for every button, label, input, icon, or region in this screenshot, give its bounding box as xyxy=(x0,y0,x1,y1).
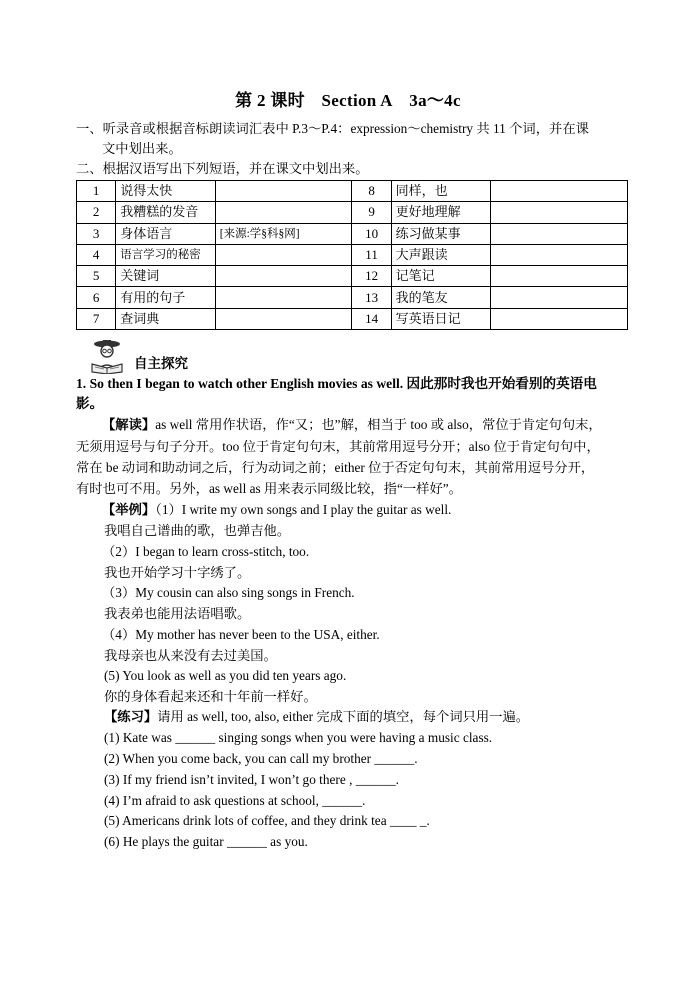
row-number: 1 xyxy=(77,181,116,202)
row-number: 12 xyxy=(352,266,391,287)
row-number: 7 xyxy=(77,308,116,329)
answer-blank xyxy=(491,287,628,308)
answer-blank xyxy=(491,223,628,244)
answer-blank xyxy=(215,181,352,202)
phrase-chinese: 大声跟读 xyxy=(391,244,491,265)
example-1-en: 【举例】（1）I write my own songs and I play the guitar as well. xyxy=(102,502,452,517)
answer-blank: [来源:学§科§网] xyxy=(215,223,352,244)
answer-blank xyxy=(491,202,628,223)
table-row xyxy=(77,244,628,265)
phrase-chinese: 有用的句子 xyxy=(116,287,216,308)
row-number: 11 xyxy=(352,244,391,265)
table-row xyxy=(77,266,628,287)
answer-blank xyxy=(215,287,352,308)
example-2-cn: 我也开始学习十字绣了。 xyxy=(104,565,251,580)
practice-q1: (1) Kate was ______ singing songs when you were having a music class. xyxy=(104,730,493,745)
explore-heading xyxy=(86,336,286,374)
answer-blank xyxy=(215,202,352,223)
row-number: 14 xyxy=(352,308,391,329)
task1-line2: 文中划出来。 xyxy=(102,141,182,156)
answer-blank xyxy=(215,308,352,329)
phrase-chinese: 关键词 xyxy=(116,266,216,287)
table-row xyxy=(77,308,628,329)
row-number: 9 xyxy=(352,202,391,223)
vocab-table xyxy=(76,180,628,330)
analysis-text1: as well 常用作状语，作“又；也”解，相当于 too 或 also，常位于肯定句句末， xyxy=(155,417,602,432)
phrase-chinese: 写英语日记 xyxy=(391,308,491,329)
examples-tag: 【举例】 xyxy=(102,502,156,517)
phrase-chinese: 查词典 xyxy=(116,308,216,329)
row-number: 2 xyxy=(77,202,116,223)
row-number: 8 xyxy=(352,181,391,202)
row-number: 10 xyxy=(352,223,391,244)
phrase-chinese: 同样，也 xyxy=(391,181,491,202)
example-5-cn: 你的身体看起来还和十年前一样好。 xyxy=(104,689,317,704)
example-4-cn: 我母亲也从来没有去过美国。 xyxy=(104,648,277,663)
analysis-line3: 常在 be 动词和助动词之后，行为动词之前；either 位于否定句句末，其前常用逗号分开， xyxy=(76,460,595,475)
title-section: Section A xyxy=(321,91,393,110)
analysis-line1 xyxy=(102,414,602,435)
answer-blank xyxy=(491,266,628,287)
practice-q3: (3) If my friend isn’t invited, I won’t go there , ______. xyxy=(104,772,399,787)
phrase-chinese: 更好地理解 xyxy=(391,202,491,223)
phrase-chinese: 我的笔友 xyxy=(391,287,491,308)
practice-tag: 【练习】 xyxy=(104,709,158,724)
example-4-en: （4）My mother has never been to the USA, either. xyxy=(102,627,380,642)
table-row xyxy=(77,202,628,223)
page-title xyxy=(0,86,696,111)
example-2-en: （2）I began to learn cross-stitch, too. xyxy=(102,544,310,559)
table-row xyxy=(77,223,628,244)
title-lesson: 第 2 课时 xyxy=(235,91,305,110)
example-1-cn: 我唱自己谱曲的歌，也弹吉他。 xyxy=(104,523,291,538)
answer-blank xyxy=(491,181,628,202)
phrase-chinese: 我糟糕的发音 xyxy=(116,202,216,223)
example-5-en: (5) You look as well as you did ten years ago. xyxy=(104,668,347,683)
analysis-tag: 【解读】 xyxy=(102,417,156,432)
task2-heading: 二、根据汉语写出下列短语，并在课文中划出来。 xyxy=(76,161,369,176)
reading-person-icon xyxy=(86,336,128,374)
practice-q2: (2) When you come back, you can call my brother ______. xyxy=(104,751,418,766)
point1-line2: 影。 xyxy=(76,396,104,411)
title-range: 3a～4c xyxy=(409,91,461,110)
row-number: 13 xyxy=(352,287,391,308)
row-number: 3 xyxy=(77,223,116,244)
phrase-chinese: 练习做某事 xyxy=(391,223,491,244)
analysis-line2: 无须用逗号与句子分开。too 位于肯定句句末，其前常用逗号分开；also 位于肯定句句中， xyxy=(76,439,600,454)
table-row xyxy=(77,287,628,308)
answer-blank xyxy=(215,266,352,287)
row-number: 5 xyxy=(77,266,116,287)
practice-instruction: 【练习】请用 as well, too, also, either 完成下面的填空，每个词只用一遍。 xyxy=(104,709,530,724)
phrase-chinese: 记笔记 xyxy=(391,266,491,287)
answer-blank xyxy=(491,244,628,265)
point1-line1: 1. So then I began to watch other English movies as well. 因此那时我也开始看别的英语电 xyxy=(76,376,597,391)
row-number: 6 xyxy=(77,287,116,308)
phrase-chinese: 语言学习的秘密 xyxy=(116,244,216,265)
task1-line1: 一、听录音或根据音标朗读词汇表中 P.3～P.4：expression～chemistry 共 11 个词，并在课 xyxy=(76,121,589,136)
practice-q6: (6) He plays the guitar ______ as you. xyxy=(104,834,308,849)
phrase-chinese: 说得太快 xyxy=(116,181,216,202)
table-row xyxy=(77,181,628,202)
example-3-en: （3）My cousin can also sing songs in French. xyxy=(102,585,355,600)
phrase-chinese: 身体语言 xyxy=(116,223,216,244)
answer-blank xyxy=(215,244,352,265)
practice-q4: (4) I’m afraid to ask questions at school, ______. xyxy=(104,793,366,808)
practice-q5: (5) Americans drink lots of coffee, and they drink tea ____ _. xyxy=(104,813,430,828)
answer-blank xyxy=(491,308,628,329)
analysis-line4: 有时也可不用。另外，as well as 用来表示同级比较，指“一样好”。 xyxy=(76,481,462,496)
row-number: 4 xyxy=(77,244,116,265)
example-3-cn: 我表弟也能用法语唱歌。 xyxy=(104,606,251,621)
explore-label: 自主探究 xyxy=(134,356,188,371)
